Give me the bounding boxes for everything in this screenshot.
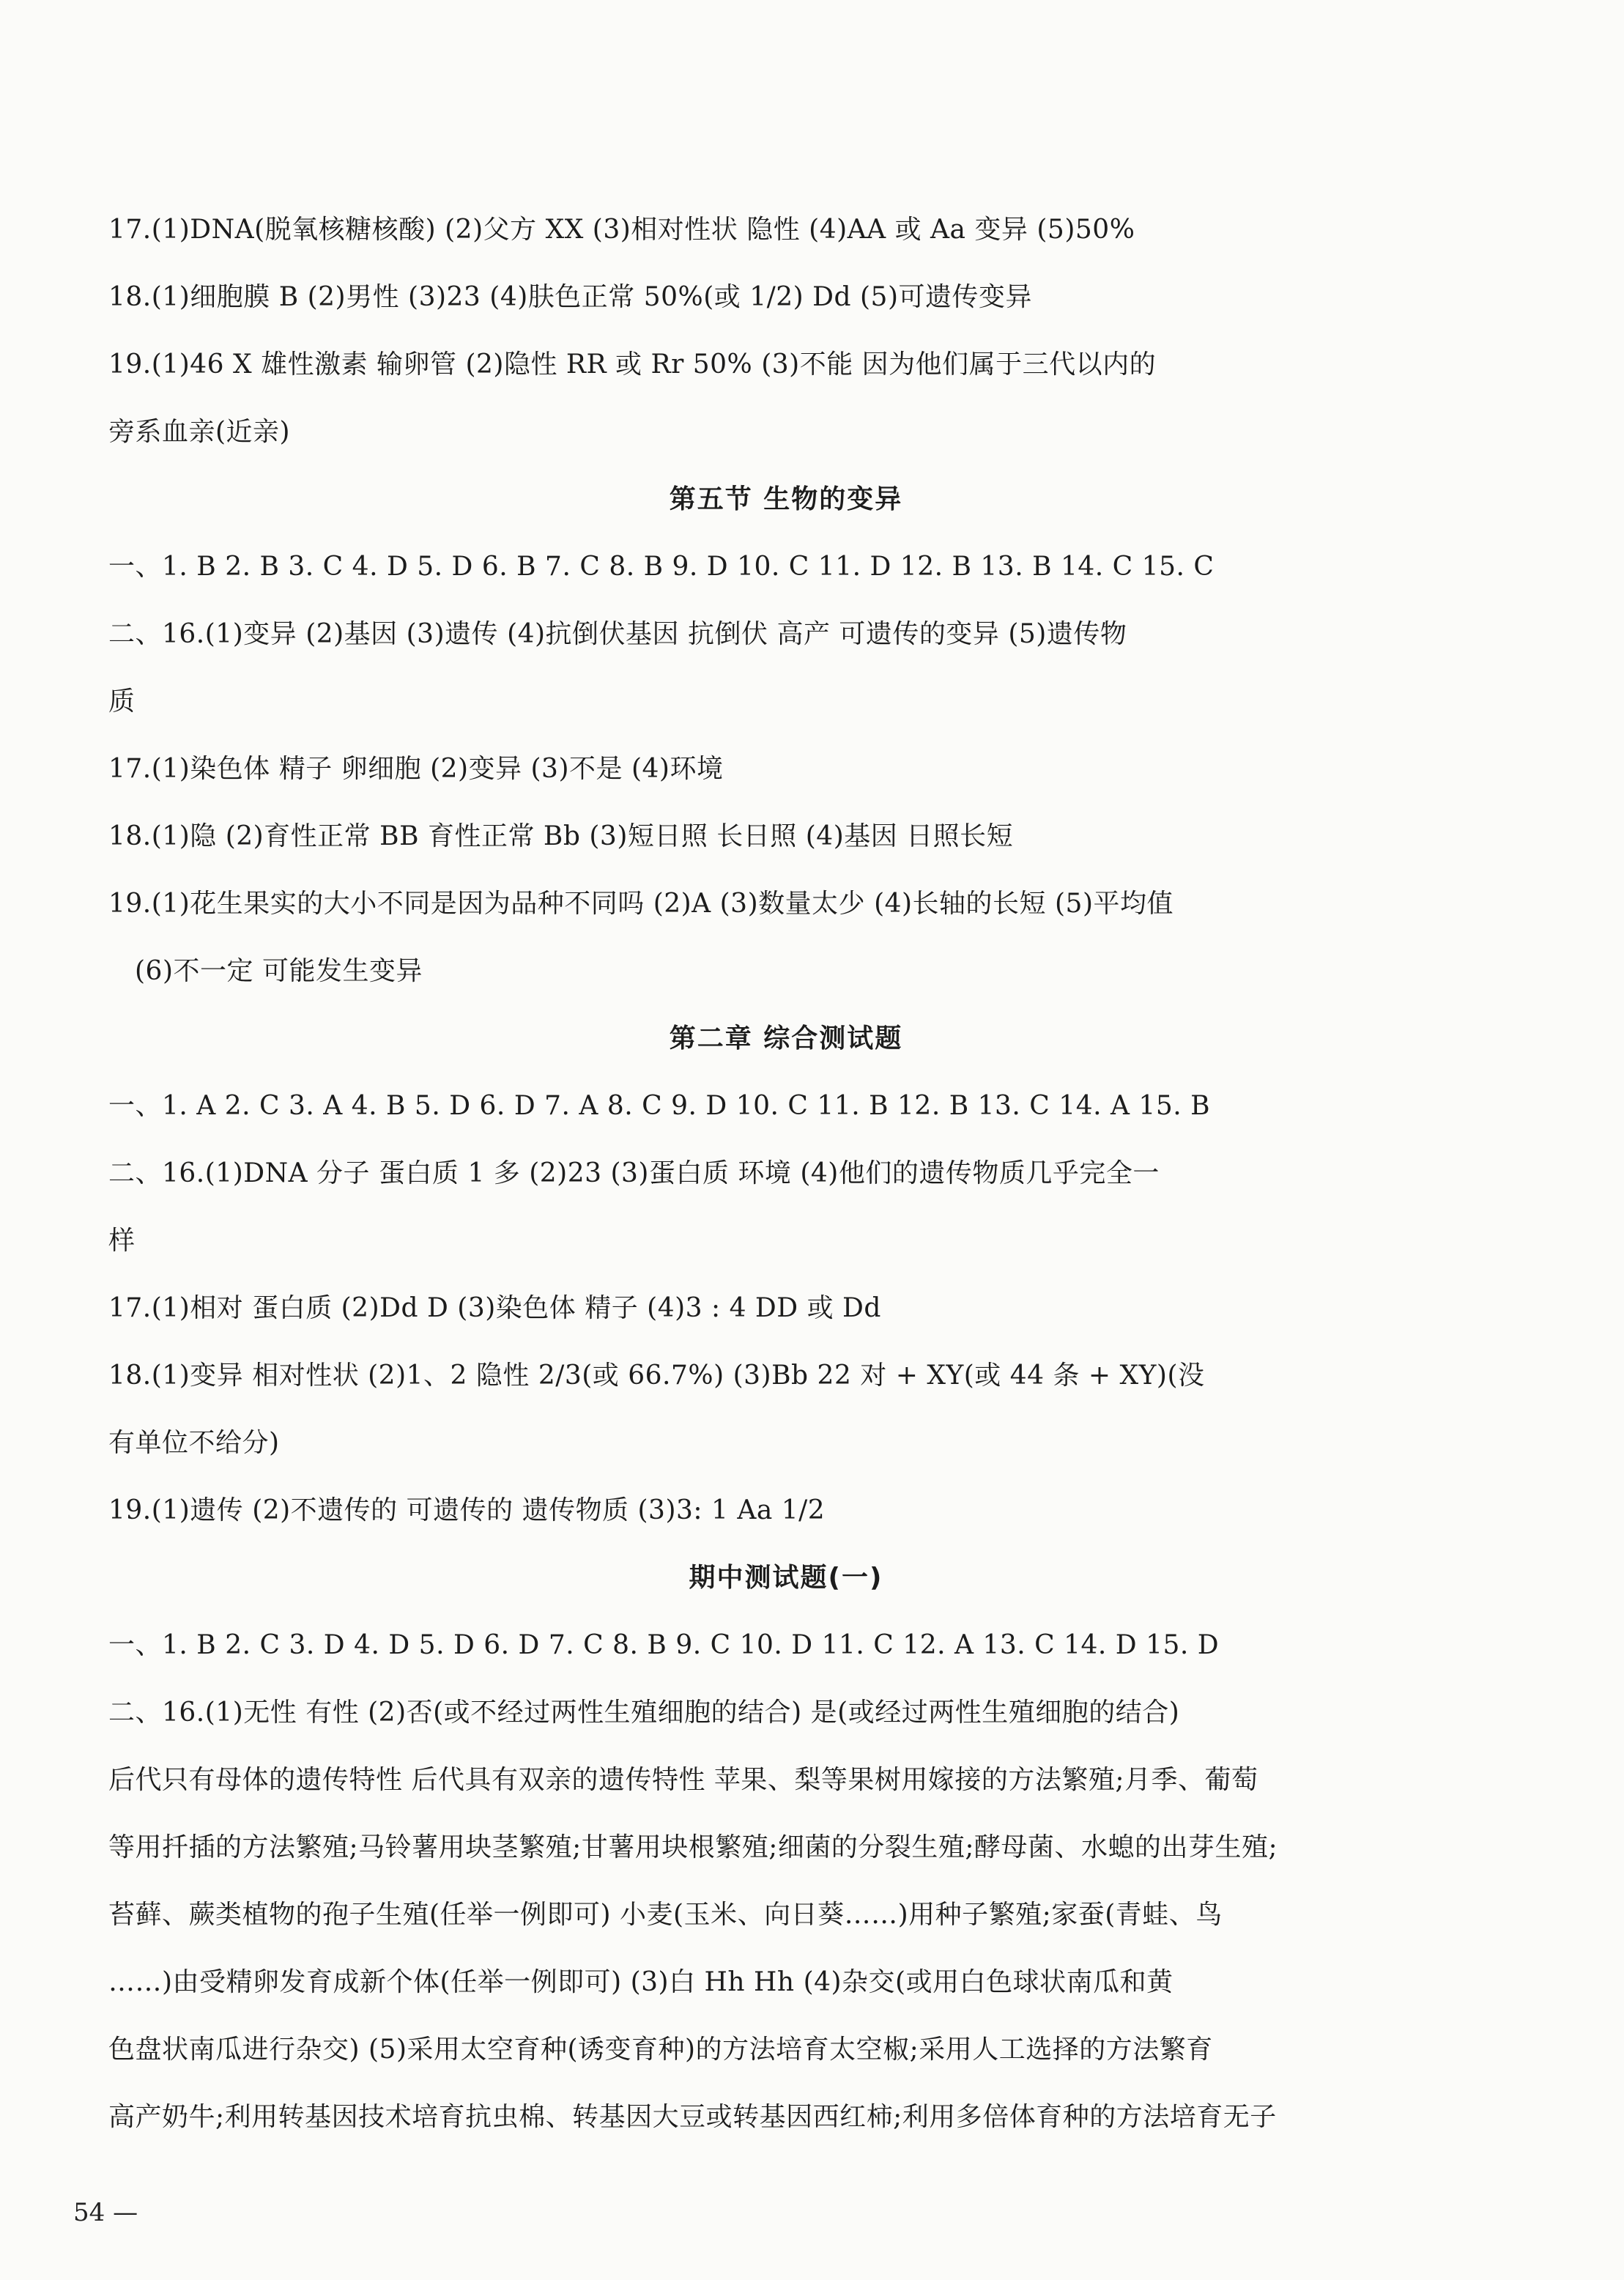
answer-line: 二、16.(1)无性 有性 (2)否(或不经过两性生殖细胞的结合) 是(或经过两性生殖细胞的结合) [108,1698,1180,1728]
answer-line: 18.(1)隐 (2)育性正常 BB 育性正常 Bb (3)短日照 长日照 (4)基因 日照长短 [108,821,1014,851]
answer-line: 等用扦插的方法繁殖;马铃薯用块茎繁殖;甘薯用块根繁殖;细菌的分裂生殖;酵母菌、水螅的出芽生殖; [108,1832,1278,1862]
section-heading: 第五节 生物的变异 [669,484,903,514]
answer-line: 19.(1)遗传 (2)不遗传的 可遗传的 遗传物质 (3)3: 1 Aa 1/2 [108,1495,826,1525]
answer-line: 17.(1)相对 蛋白质 (2)Dd D (3)染色体 精子 (4)3 : 4 DD 或 Dd [108,1293,881,1323]
answer-line: 一、1. A 2. C 3. A 4. B 5. D 6. D 7. A 8. C 9. D 10. C 11. B 12. B 13. C 14. A 15. B [108,1091,1211,1121]
answer-line: 19.(1)花生果实的大小不同是因为品种不同吗 (2)A (3)数量太少 (4)长轴的长短 (5)平均值 [108,889,1173,919]
answer-line: 苔藓、蕨类植物的孢子生殖(任举一例即可) 小麦(玉米、向日葵……)用种子繁殖;家蚕(青蛙、鸟 [108,1900,1223,1930]
answer-line: 一、1. B 2. C 3. D 4. D 5. D 6. D 7. C 8. B 9. C 10. D 11. C 12. A 13. C 14. D 15. D [108,1630,1220,1660]
answer-line: 17.(1)DNA(脱氧核糖核酸) (2)父方 XX (3)相对性状 隐性 (4)AA 或 Aa 变异 (5)50% [108,215,1135,245]
answer-line: 19.(1)46 X 雄性激素 输卵管 (2)隐性 RR 或 Rr 50% (3)不能 因为他们属于三代以内的 [108,349,1157,380]
answer-line: 色盘状南瓜进行杂交) (5)采用太空育种(诱变育种)的方法培育太空椒;采用人工选择的方法繁育 [108,2035,1213,2065]
answer-line: 二、16.(1)变异 (2)基因 (3)遗传 (4)抗倒伏基因 抗倒伏 高产 可遗传的变异 (5)遗传物 [108,619,1127,649]
answer-line: ……)由受精卵发育成新个体(任举一例即可) (3)白 Hh Hh (4)杂交(或用白色球状南瓜和黄 [108,1967,1173,1997]
answer-line: 17.(1)染色体 精子 卵细胞 (2)变异 (3)不是 (4)环境 [108,754,724,784]
answer-line: 质 [108,686,136,717]
answer-line: 一、1. B 2. B 3. C 4. D 5. D 6. B 7. C 8. B 9. D 10. C 11. D 12. B 13. B 14. C 15. C [108,552,1215,582]
answer-line: 高产奶牛;利用转基因技术培育抗虫棉、转基因大豆或转基因西红柿;利用多倍体育种的方法培育无子 [108,2102,1277,2132]
answer-line: 有单位不给分) [108,1428,280,1458]
answer-content [108,196,1464,2151]
answer-line: 后代只有母体的遗传特性 后代具有双亲的遗传特性 苹果、梨等果树用嫁接的方法繁殖;月季、葡萄 [108,1765,1258,1795]
answer-line: 18.(1)细胞膜 B (2)男性 (3)23 (4)肤色正常 50%(或 1/2) Dd (5)可遗传变异 [108,282,1032,312]
answer-line: 18.(1)变异 相对性状 (2)1、2 隐性 2/3(或 66.7%) (3)Bb 22 对 + XY(或 44 条 + XY)(没 [108,1361,1205,1391]
answer-line: 旁系血亲(近亲) [108,417,291,447]
section-heading: 第二章 综合测试题 [669,1024,903,1054]
answer-line: (6)不一定 可能发生变异 [135,956,423,986]
section-heading: 期中测试题(一) [689,1563,883,1593]
answer-line: 二、16.(1)DNA 分子 蛋白质 1 多 (2)23 (3)蛋白质 环境 (4)他们的遗传物质几乎完全一 [108,1158,1160,1188]
answer-line: 样 [108,1226,136,1256]
page-number: 54 — [73,2198,138,2227]
